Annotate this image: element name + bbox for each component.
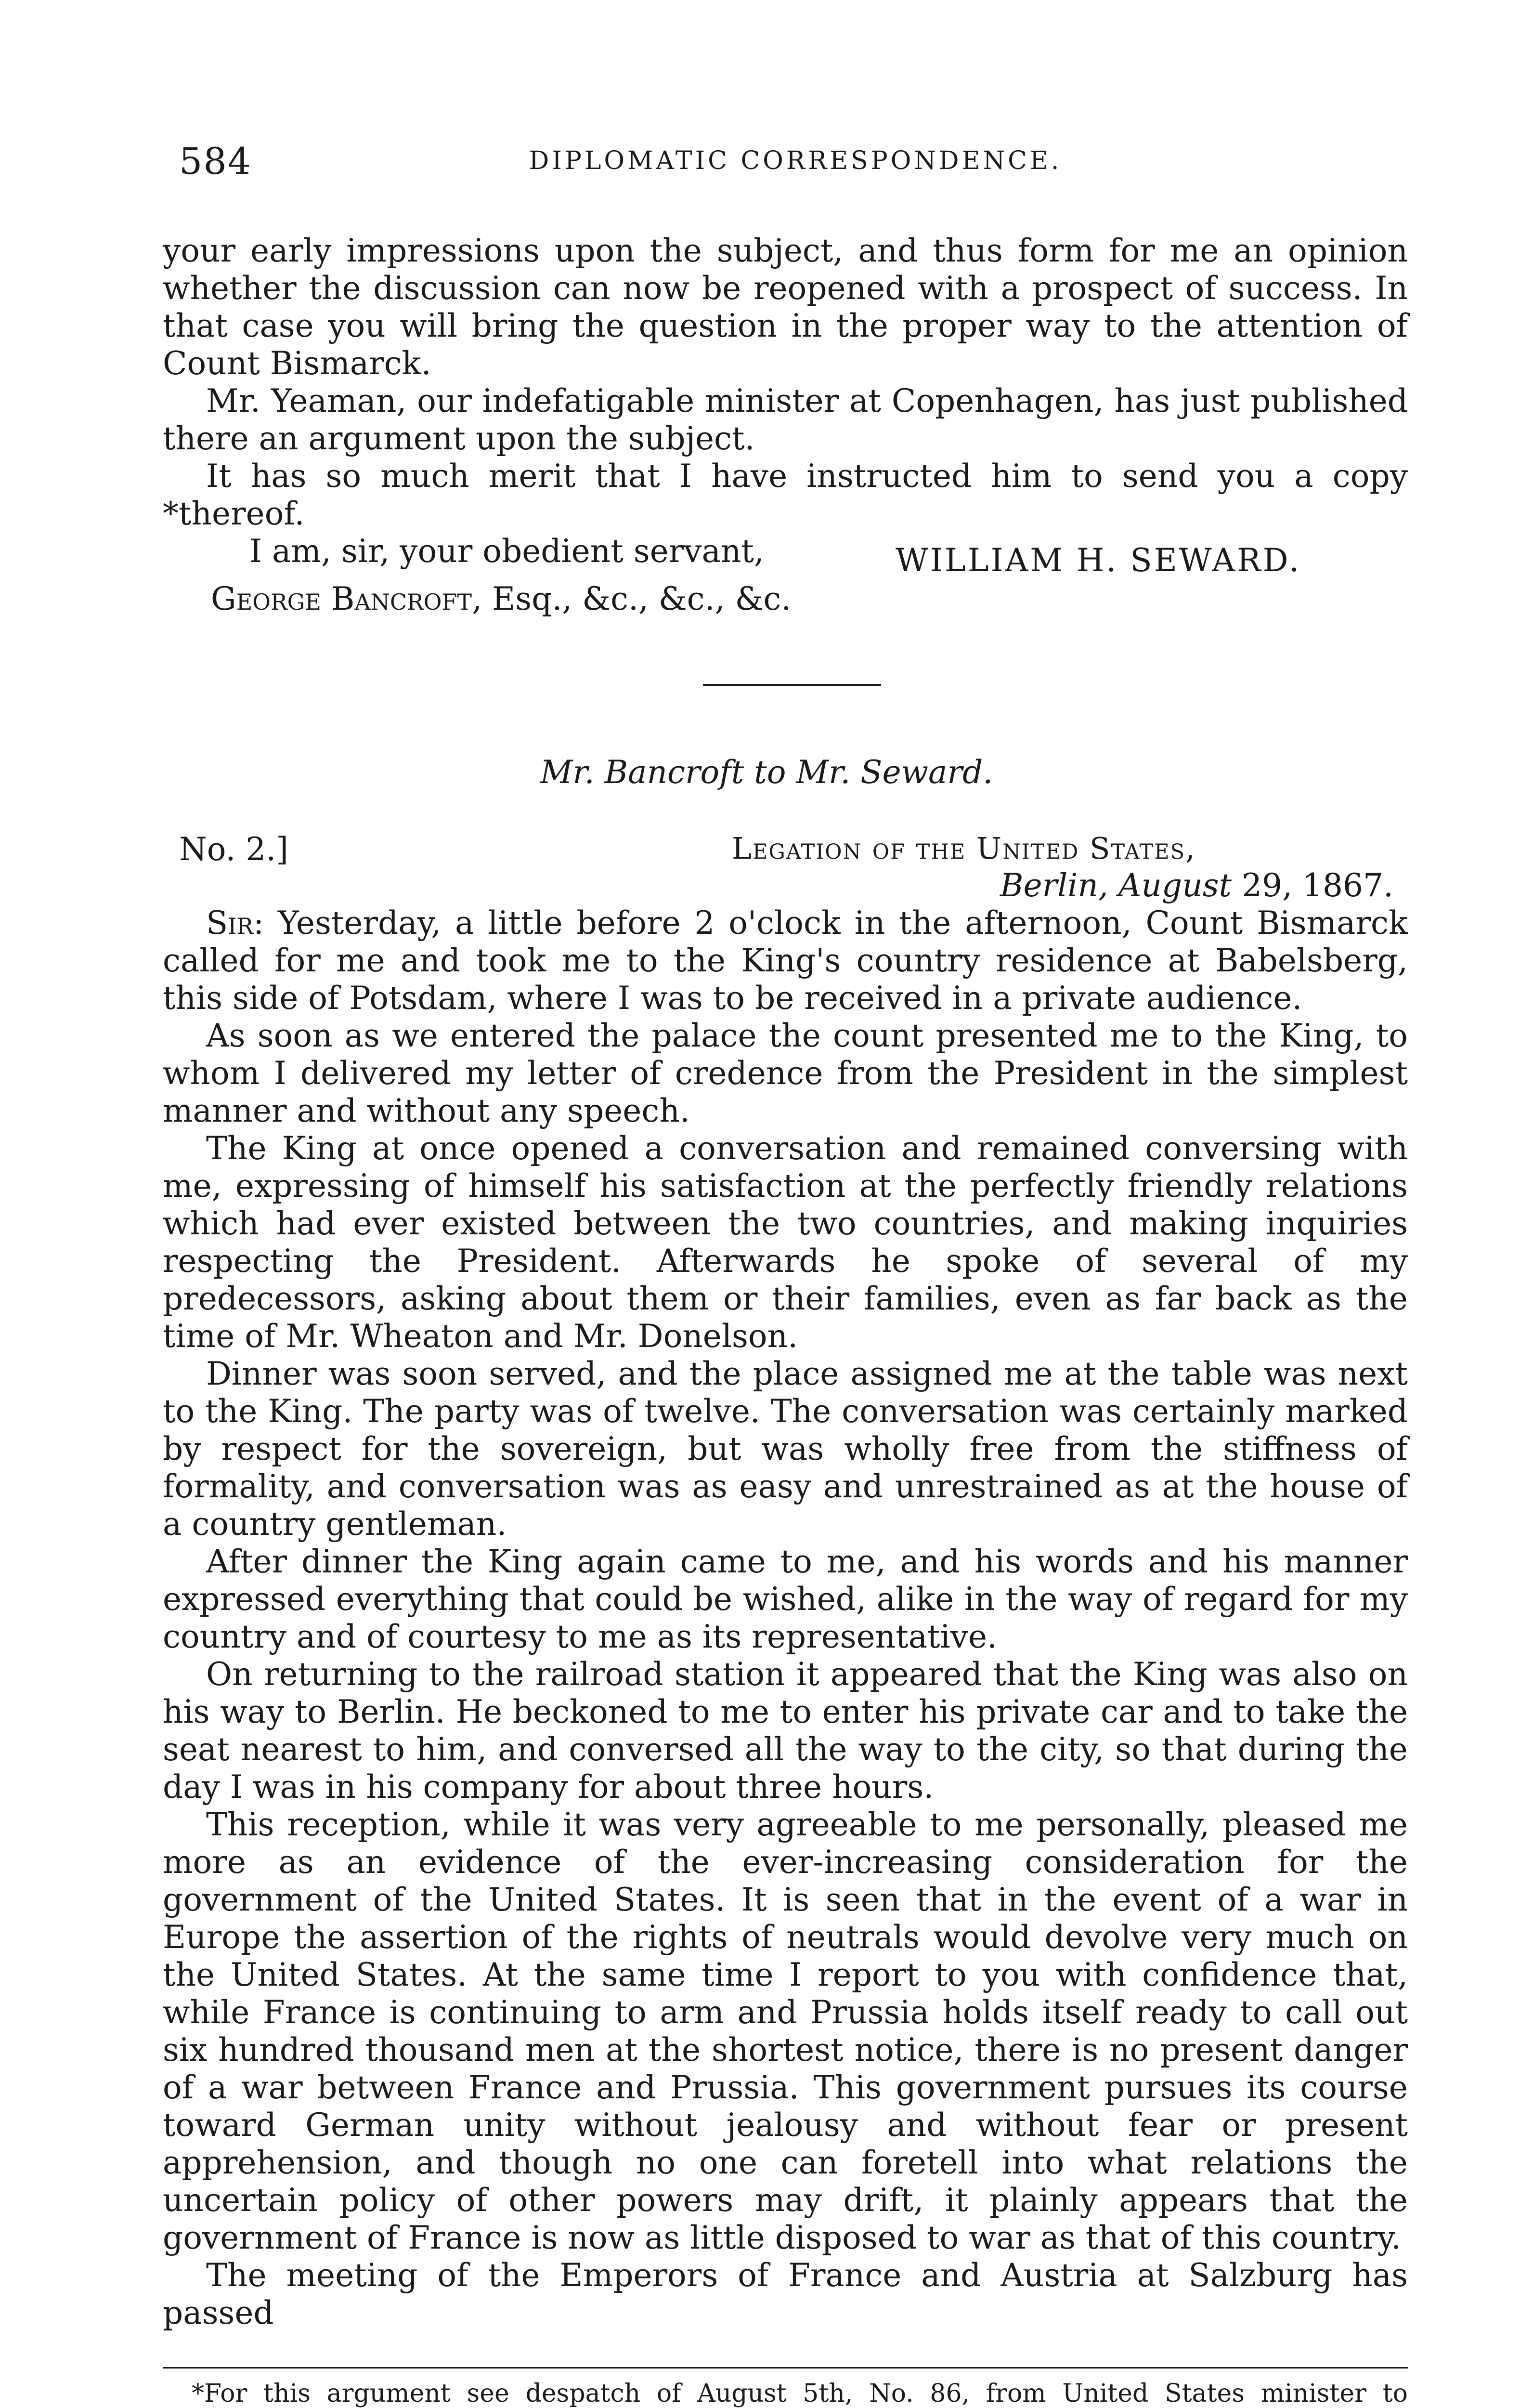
section-divider <box>703 684 881 686</box>
despatch-number: No. 2.] <box>179 831 289 868</box>
salutation: Sir: <box>206 904 264 942</box>
paragraph: It has so much merit that I have instructed him to send you a copy *thereof. <box>163 458 1408 532</box>
signature: WILLIAM H. SEWARD. <box>896 542 1301 579</box>
footnote-divider <box>163 2367 1408 2369</box>
dateline <box>1000 867 1393 904</box>
paragraph <box>163 904 1408 1017</box>
paragraph: The meeting of the Emperors of France and Austria at Salzburg has passed <box>163 2257 1408 2331</box>
paragraph: The King at once opened a conversation and remained conversing with me, expressing of himself his satisfaction at the perfectly friendly relations which had ever existed between the two countries, and making inquiries respecting the President. Afterwards he spoke of several of my predecessors, asking about them or their families, even as far back as the time of Mr. Wheaton and Mr. Donelson. <box>163 1130 1408 1355</box>
running-title: DIPLOMATIC CORRESPONDENCE. <box>529 146 1062 175</box>
paragraph: Dinner was soon served, and the place assigned me at the table was next to the King. The party was of twelve. The conversation was certainly marked by respect for the sovereign, but was wholly free from the stiffness of formality, and conversation was as easy and unrestrained as at the house of a country gentleman. <box>163 1355 1408 1543</box>
running-head <box>179 140 1412 193</box>
paragraph: On returning to the railroad station it appeared that the King was also on his way to Berlin. He beckoned to me to enter his private car and to take the seat nearest to him, and conversed all the way to the city, so that during the day I was in his company for about three hours. <box>163 1656 1408 1806</box>
date-rest: 29, 1867. <box>1232 867 1393 904</box>
letter-heading: Mr. Bancroft to Mr. Seward. <box>540 754 993 791</box>
legation-header: Legation of the United States, <box>732 831 1196 866</box>
paragraph: This reception, while it was very agreeable to me personally, pleased me more as an evidence of the ever-increasing consideration for the government of the United States. It is seen that in the event of a war in Europe the assertion of the rights of neutrals would devolve very much on the United States. At the same time I report to you with confidence that, while France is continuing to arm and Prussia holds itself ready to call out six hundred thousand men at the shortest notice, there is no present danger of a war between France and Prussia. This government pursues its course toward German unity without jealousy and without fear or present apprehension, and though no one can foretell into what relations the uncertain policy of other powers may drift, it plainly appears that the government of France is now as little disposed to war as that of this country. <box>163 1806 1408 2256</box>
addressee <box>211 580 791 617</box>
closing-line: I am, sir, your obedient servant, <box>249 533 764 570</box>
footnote-text: For this argument see despatch of August 5th, No. 86, from United States minister to <box>204 2379 1408 2408</box>
footnote <box>163 2378 1408 2408</box>
place-date: Berlin, August <box>1000 867 1232 904</box>
footnote-marker: * <box>192 2379 204 2408</box>
paragraph-text: Yesterday, a little before 2 o'clock in the afternoon, Count Bismarck called for me and took me to the King's country residence at Babelsberg, this side of Potsdam, where I was to be received in a private audience. <box>163 904 1408 1017</box>
paragraph: As soon as we entered the palace the count presented me to the King, to whom I delivered my letter of credence from the President in the simplest manner and without any speech. <box>163 1017 1408 1129</box>
addressee-suffix: , Esq., &c., &c., &c. <box>472 580 792 617</box>
addressee-name: George Bancroft <box>211 580 472 617</box>
paragraph: Mr. Yeaman, our indefatigable minister at Copenhagen, has just published there an argument upon the subject. <box>163 382 1408 457</box>
previous-letter-text <box>163 232 1408 570</box>
paragraph: After dinner the King again came to me, and his words and his manner expressed everything that could be wished, alike in the way of regard for my country and of courtesy to me as its representative. <box>163 1543 1408 1655</box>
letter-body <box>163 904 1408 2332</box>
paragraph: your early impressions upon the subject, and thus form for me an opinion whether the discussion can now be reopened with a prospect of success. In that case you will bring the question in the proper way to the attention of Count Bismarck. <box>163 232 1408 382</box>
page-number: 584 <box>179 140 252 183</box>
